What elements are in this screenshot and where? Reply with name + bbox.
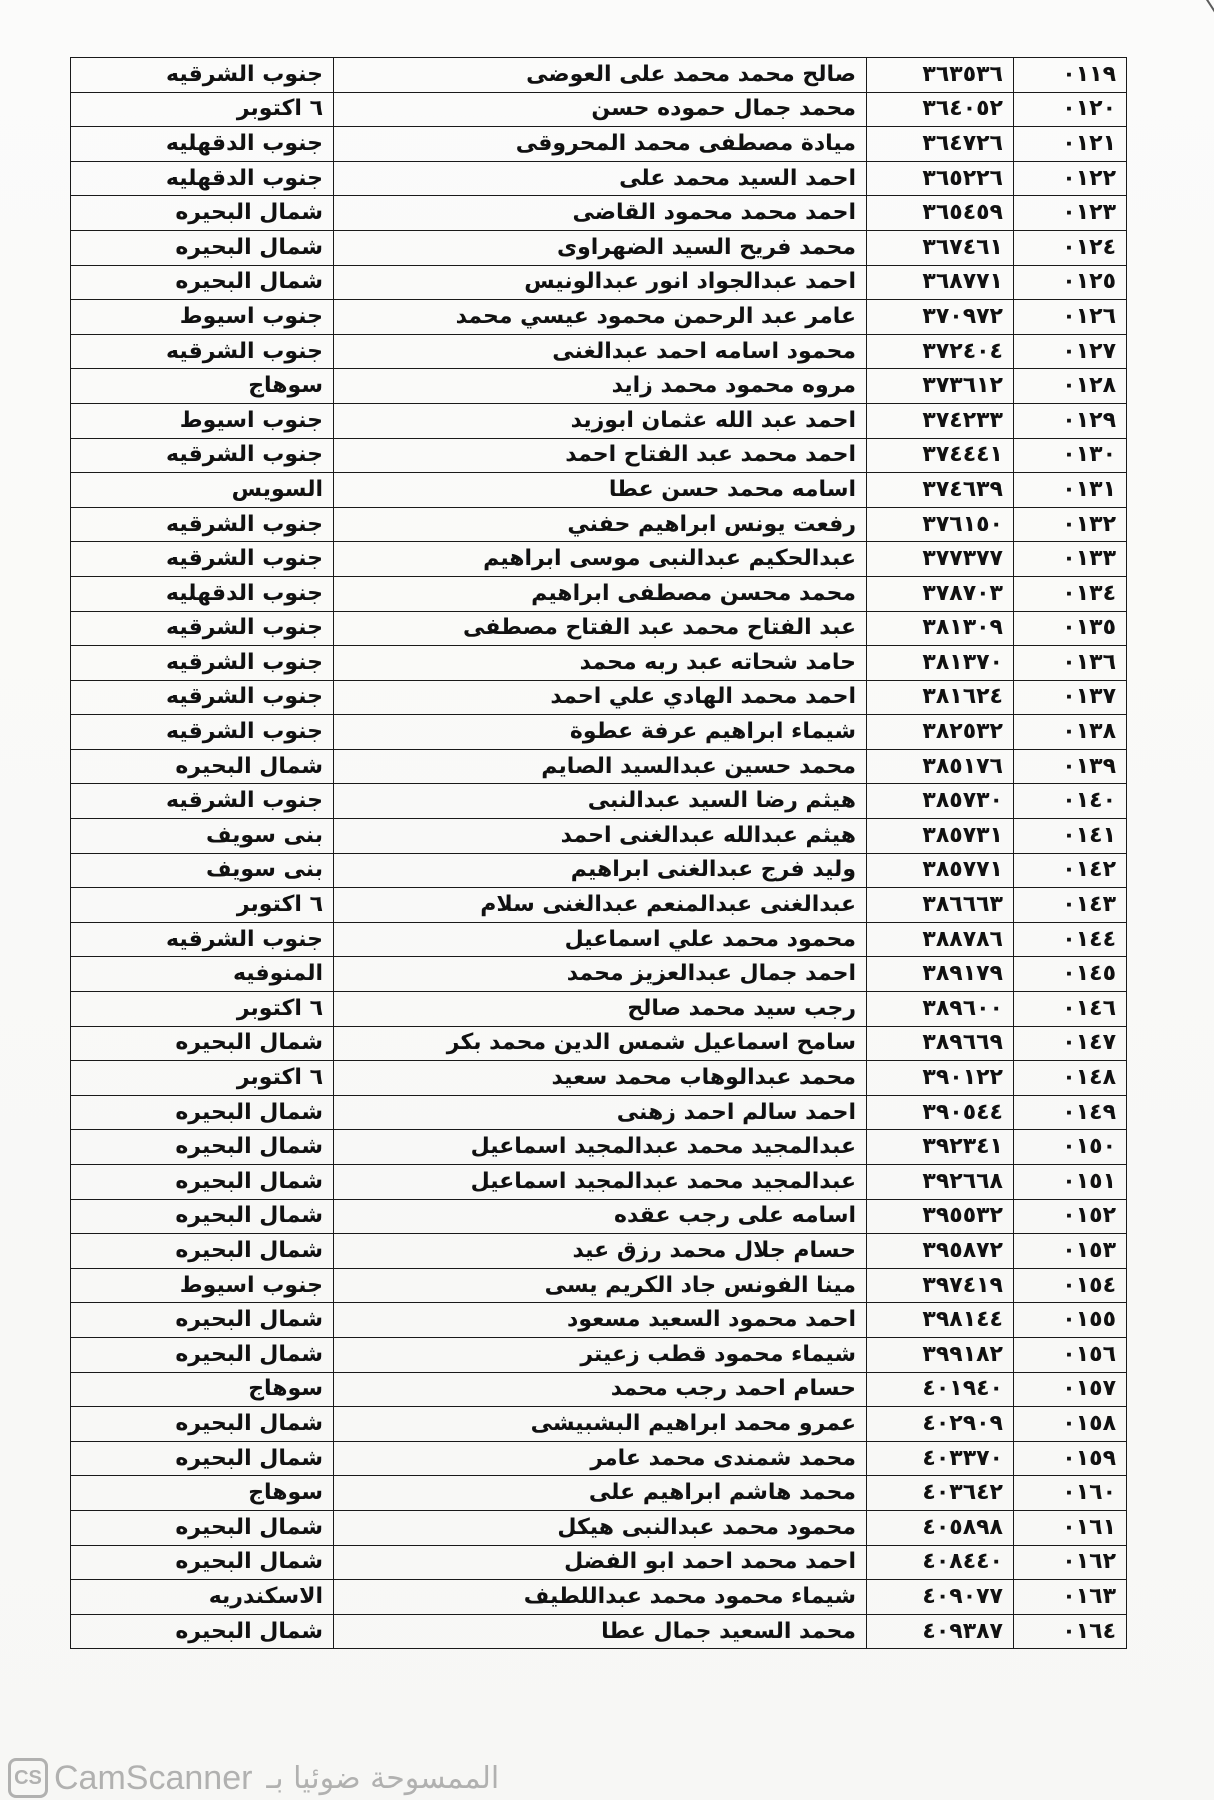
row-name: محمد السعيد جمال عطا [334,1614,867,1649]
row-name: محمد محسن مصطفى ابراهيم [334,576,867,611]
table-row [71,1061,1127,1096]
row-index: ٠١٥٨ [1014,1407,1127,1442]
table-row [71,1268,1127,1303]
row-name: هيثم عبدالله عبدالغنى احمد [334,819,867,854]
row-index: ٠١٥٥ [1014,1303,1127,1338]
row-code: ٣٨٥٧٣١ [867,819,1014,854]
row-name: محمد فريح السيد الضهراوى [334,230,867,265]
row-code: ٣٨١٣٠٩ [867,611,1014,646]
row-index: ٠١٥٦ [1014,1337,1127,1372]
row-region: جنوب الشرقيه [71,334,334,369]
row-region: شمال البحيره [71,1026,334,1061]
table-row [71,438,1127,473]
row-index: ٠١٦١ [1014,1510,1127,1545]
row-name: احمد محمد محمود القاضى [334,196,867,231]
row-index: ٠١٣٤ [1014,576,1127,611]
row-name: وليد فرج عبدالغنى ابراهيم [334,853,867,888]
row-region: جنوب الشرقيه [71,646,334,681]
row-index: ٠١٢١ [1014,127,1127,162]
row-code: ٤٠٣٦٤٢ [867,1476,1014,1511]
row-index: ٠١٦٤ [1014,1614,1127,1649]
table-row [71,507,1127,542]
table-row [71,749,1127,784]
table-row [71,1095,1127,1130]
row-region: جنوب اسيوط [71,1268,334,1303]
row-index: ٠١٢٥ [1014,265,1127,300]
row-code: ٣٩٨١٤٤ [867,1303,1014,1338]
row-code: ٣٨٦٦٦٣ [867,888,1014,923]
row-code: ٣٨٥٧٣٠ [867,784,1014,819]
table-row [71,403,1127,438]
row-region: شمال البحيره [71,196,334,231]
row-region: جنوب الدقهليه [71,127,334,162]
row-index: ٠١٢٣ [1014,196,1127,231]
row-code: ٤٠٥٨٩٨ [867,1510,1014,1545]
row-index: ٠١٤٢ [1014,853,1127,888]
watermark-brand: CamScanner [54,1758,253,1797]
table-row [71,680,1127,715]
row-index: ٠١٣٣ [1014,542,1127,577]
row-region: شمال البحيره [71,1510,334,1545]
row-name: محمود محمد علي اسماعيل [334,922,867,957]
row-code: ٣٨١٣٧٠ [867,646,1014,681]
row-region: شمال البحيره [71,1545,334,1580]
row-index: ٠١٤٧ [1014,1026,1127,1061]
row-region: شمال البحيره [71,1303,334,1338]
row-name: احمد محمود السعيد مسعود [334,1303,867,1338]
row-code: ٣٨٩٦٦٩ [867,1026,1014,1061]
row-name: احمد محمد عبد الفتاح احمد [334,438,867,473]
row-code: ٣٧٤٢٣٣ [867,403,1014,438]
row-index: ٠١٦٣ [1014,1580,1127,1615]
row-code: ٣٦٤٠٥٢ [867,92,1014,127]
table-row [71,957,1127,992]
row-name: محمد حسين عبدالسيد الصايم [334,749,867,784]
row-name: عبدالمجيد محمد عبدالمجيد اسماعيل [334,1130,867,1165]
table-row [71,1545,1127,1580]
row-name: عبدالمجيد محمد عبدالمجيد اسماعيل [334,1165,867,1200]
row-region: شمال البحيره [71,230,334,265]
row-code: ٣٩٠١٢٢ [867,1061,1014,1096]
row-name: احمد سالم احمد زهنى [334,1095,867,1130]
table-row [71,819,1127,854]
row-region: شمال البحيره [71,1095,334,1130]
row-name: رجب سيد محمد صالح [334,992,867,1027]
table-row [71,1199,1127,1234]
row-index: ٠١٣٠ [1014,438,1127,473]
table-row [71,576,1127,611]
row-region: شمال البحيره [71,1614,334,1649]
row-name: محمد شمندى محمد عامر [334,1441,867,1476]
table-row [71,334,1127,369]
row-region: جنوب الشرقيه [71,715,334,750]
row-index: ٠١٤١ [1014,819,1127,854]
row-code: ٣٩٥٨٧٢ [867,1234,1014,1269]
row-region: جنوب الشرقيه [71,784,334,819]
row-code: ٣٨١٦٢٤ [867,680,1014,715]
row-region: ٦ اكتوبر [71,992,334,1027]
row-region: ٦ اكتوبر [71,1061,334,1096]
row-region: شمال البحيره [71,265,334,300]
row-index: ٠١١٩ [1014,58,1127,93]
row-name: احمد السيد محمد على [334,161,867,196]
row-region: شمال البحيره [71,1130,334,1165]
row-index: ٠١٢٦ [1014,300,1127,335]
row-code: ٣٨٨٧٨٦ [867,922,1014,957]
row-name: احمد محمد احمد ابو الفضل [334,1545,867,1580]
row-index: ٠١٣٨ [1014,715,1127,750]
row-region: ٦ اكتوبر [71,92,334,127]
row-code: ٣٨٩١٧٩ [867,957,1014,992]
row-name: اسامه محمد حسن عطا [334,473,867,508]
table-row [71,161,1127,196]
row-code: ٤٠٩٣٨٧ [867,1614,1014,1649]
table-row [71,196,1127,231]
row-index: ٠١٦٠ [1014,1476,1127,1511]
row-name: صالح محمد محمد على العوضى [334,58,867,93]
row-index: ٠١٥١ [1014,1165,1127,1200]
row-name: مروه محمود محمد زايد [334,369,867,404]
row-index: ٠١٣٥ [1014,611,1127,646]
table-row [71,715,1127,750]
row-index: ٠١٤٠ [1014,784,1127,819]
row-index: ٠١٥٩ [1014,1441,1127,1476]
row-code: ٣٦٧٤٦١ [867,230,1014,265]
row-name: حسام جلال محمد رزق عيد [334,1234,867,1269]
row-name: عامر عبد الرحمن محمود عيسي محمد [334,300,867,335]
row-region: جنوب الشرقيه [71,611,334,646]
row-name: حسام احمد رجب محمد [334,1372,867,1407]
table-row [71,542,1127,577]
row-code: ٣٩٧٤١٩ [867,1268,1014,1303]
row-name: شيماء محمود محمد عبداللطيف [334,1580,867,1615]
row-index: ٠١٢٩ [1014,403,1127,438]
page-fold-line [1206,0,1214,134]
row-name: احمد جمال عبدالعزيز محمد [334,957,867,992]
row-name: عبد الفتاح محمد عبد الفتاح مصطفى [334,611,867,646]
row-code: ٤٠١٩٤٠ [867,1372,1014,1407]
row-region: جنوب الشرقيه [71,680,334,715]
row-region: جنوب الدقهليه [71,576,334,611]
row-region: ٦ اكتوبر [71,888,334,923]
row-name: مينا الفونس جاد الكريم يسى [334,1268,867,1303]
row-index: ٠١٥٢ [1014,1199,1127,1234]
row-region: شمال البحيره [71,1441,334,1476]
table-row [71,888,1127,923]
row-code: ٣٦٨٧٧١ [867,265,1014,300]
row-index: ٠١٤٩ [1014,1095,1127,1130]
row-name: حامد شحاته عبد ربه محمد [334,646,867,681]
row-region: الاسكندريه [71,1580,334,1615]
row-index: ٠١٤٥ [1014,957,1127,992]
row-code: ٣٧٢٤٠٤ [867,334,1014,369]
row-region: جنوب الشرقيه [71,58,334,93]
row-code: ٣٩٢٣٤١ [867,1130,1014,1165]
row-code: ٤٠٣٣٧٠ [867,1441,1014,1476]
row-name: محمد هاشم ابراهيم على [334,1476,867,1511]
table-row [71,922,1127,957]
row-code: ٤٠٢٩٠٩ [867,1407,1014,1442]
row-index: ٠١٣٦ [1014,646,1127,681]
row-index: ٠١٢٠ [1014,92,1127,127]
row-code: ٤٠٩٠٧٧ [867,1580,1014,1615]
row-region: بنى سويف [71,819,334,854]
table-row [71,1026,1127,1061]
table-row [71,1165,1127,1200]
row-code: ٣٨٥٧٧١ [867,853,1014,888]
row-region: جنوب اسيوط [71,403,334,438]
camscanner-watermark [8,1758,499,1798]
row-code: ٣٦٥٢٢٦ [867,161,1014,196]
row-name: احمد عبد الله عثمان ابوزيد [334,403,867,438]
row-region: شمال البحيره [71,1199,334,1234]
row-index: ٠١٢٨ [1014,369,1127,404]
row-region: شمال البحيره [71,1234,334,1269]
table-row [71,646,1127,681]
table-row [71,1372,1127,1407]
table-row [71,369,1127,404]
table-row [71,1580,1127,1615]
row-name: عبدالحكيم عبدالنبى موسى ابراهيم [334,542,867,577]
table-row [71,300,1127,335]
row-region: جنوب الشرقيه [71,542,334,577]
row-index: ٠١٥٧ [1014,1372,1127,1407]
row-region: جنوب الشرقيه [71,438,334,473]
roster-table [70,57,1127,1649]
row-name: محمد عبدالوهاب محمد سعيد [334,1061,867,1096]
row-code: ٣٩٩١٨٢ [867,1337,1014,1372]
table-row [71,473,1127,508]
row-index: ٠١٥٣ [1014,1234,1127,1269]
row-name: احمد محمد الهادي علي احمد [334,680,867,715]
row-region: جنوب الدقهليه [71,161,334,196]
row-region: المنوفيه [71,957,334,992]
table-row [71,1476,1127,1511]
table-row [71,1337,1127,1372]
row-region: سوهاج [71,369,334,404]
row-region: جنوب الشرقيه [71,507,334,542]
row-index: ٠١٥٤ [1014,1268,1127,1303]
row-name: هيثم رضا السيد عبدالنبى [334,784,867,819]
row-region: شمال البحيره [71,1407,334,1442]
row-code: ٣٧٤٤٤١ [867,438,1014,473]
table-row [71,1441,1127,1476]
row-index: ٠١٦٢ [1014,1545,1127,1580]
row-name: محمود اسامه احمد عبدالغنى [334,334,867,369]
row-index: ٠١٤٤ [1014,922,1127,957]
row-index: ٠١٣٧ [1014,680,1127,715]
row-index: ٠١٤٦ [1014,992,1127,1027]
table-row [71,265,1127,300]
row-name: احمد عبدالجواد انور عبدالونيس [334,265,867,300]
row-index: ٠١٤٣ [1014,888,1127,923]
table-row [71,92,1127,127]
row-code: ٣٩٥٥٣٢ [867,1199,1014,1234]
row-index: ٠١٣٢ [1014,507,1127,542]
row-code: ٣٧٠٩٧٢ [867,300,1014,335]
row-code: ٣٩٠٥٤٤ [867,1095,1014,1130]
row-code: ٣٧٧٣٧٧ [867,542,1014,577]
row-index: ٠١٤٨ [1014,1061,1127,1096]
table-row [71,1614,1127,1649]
row-code: ٣٦٥٤٥٩ [867,196,1014,231]
table-row [71,1407,1127,1442]
row-code: ٣٨٢٥٣٢ [867,715,1014,750]
row-name: اسامه على رجب عقده [334,1199,867,1234]
row-name: سامح اسماعيل شمس الدين محمد بكر [334,1026,867,1061]
row-index: ٠١٢٢ [1014,161,1127,196]
row-name: رفعت يونس ابراهيم حفني [334,507,867,542]
table-row [71,230,1127,265]
table-row [71,1234,1127,1269]
row-name: محمد جمال حموده حسن [334,92,867,127]
row-name: شيماء محمود قطب زعيتر [334,1337,867,1372]
row-index: ٠١٢٧ [1014,334,1127,369]
table-row [71,784,1127,819]
row-code: ٣٧٦١٥٠ [867,507,1014,542]
row-index: ٠١٣٩ [1014,749,1127,784]
row-region: شمال البحيره [71,1337,334,1372]
row-name: عبدالغنى عبدالمنعم عبدالغنى سلام [334,888,867,923]
row-code: ٤٠٨٤٤٠ [867,1545,1014,1580]
table-row [71,1303,1127,1338]
row-code: ٣٨٩٦٠٠ [867,992,1014,1027]
row-region: بنى سويف [71,853,334,888]
row-code: ٣٦٤٧٢٦ [867,127,1014,162]
row-code: ٣٦٣٥٣٦ [867,58,1014,93]
roster-table-body [71,58,1127,1649]
camscanner-logo-icon: CS [8,1758,48,1798]
table-row [71,1510,1127,1545]
row-index: ٠١٣١ [1014,473,1127,508]
row-region: جنوب اسيوط [71,300,334,335]
row-code: ٣٨٥١٧٦ [867,749,1014,784]
table-row [71,58,1127,93]
row-name: عمرو محمد ابراهيم البشبيشى [334,1407,867,1442]
row-region: سوهاج [71,1372,334,1407]
row-name: ميادة مصطفى محمد المحروقى [334,127,867,162]
table-row [71,127,1127,162]
table-row [71,992,1127,1027]
table-row [71,1130,1127,1165]
row-region: جنوب الشرقيه [71,922,334,957]
table-row [71,853,1127,888]
row-index: ٠١٢٤ [1014,230,1127,265]
row-region: شمال البحيره [71,749,334,784]
row-region: سوهاج [71,1476,334,1511]
table-row [71,611,1127,646]
row-region: السويس [71,473,334,508]
row-name: محمود محمد عبدالنبى هيكل [334,1510,867,1545]
watermark-caption: الممسوحة ضوئيا بـ [266,1760,500,1796]
row-region: شمال البحيره [71,1165,334,1200]
row-code: ٣٧٨٧٠٣ [867,576,1014,611]
row-index: ٠١٥٠ [1014,1130,1127,1165]
row-code: ٣٧٣٦١٢ [867,369,1014,404]
row-code: ٣٧٤٦٣٩ [867,473,1014,508]
row-name: شيماء ابراهيم عرفة عطوة [334,715,867,750]
row-code: ٣٩٢٦٦٨ [867,1165,1014,1200]
